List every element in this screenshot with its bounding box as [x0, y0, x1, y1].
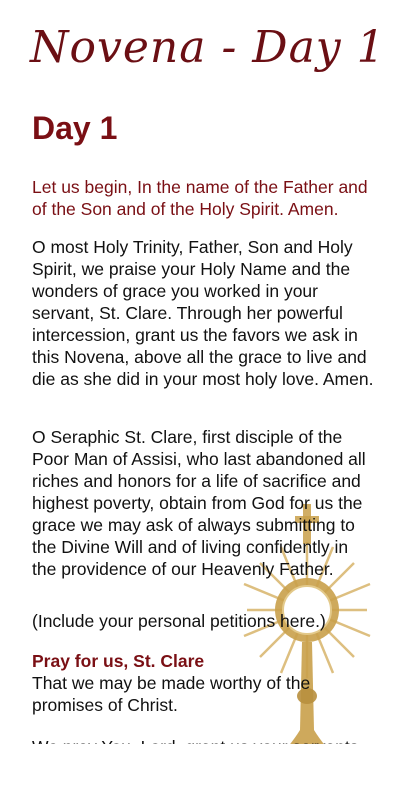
pray-for-us-label: Pray for us, St. Clare [32, 651, 205, 671]
page-title: Novena - Day 1 [30, 22, 386, 73]
opening-prayer: Let us begin, In the name of the Father and of the Son and of the Holy Spirit. Amen. [32, 177, 368, 219]
app-header [0, 0, 402, 92]
pray-for-us-response: That we may be made worthy of the promises of Christ. [32, 673, 311, 715]
prayer-paragraph-st-clare: O Seraphic St. Clare, first disciple of the Poor Man of Assisi, who last abandoned all riches and honors for a life of sacrifice and highest poverty, obtain from God for us the grace we may ask of always submitting to the Divine Will and of living confidently in the providence of our Heavenly Father. [32, 427, 366, 579]
prayer-paragraph-trinity: O most Holy Trinity, Father, Son and Holy Spirit, we praise your Holy Name and the wonders of grace you worked in your servant, St. Clare. Through her powerful intercession, grant us the favors we ask in this Novena, above all the grace to live and die as she did in your most holy love. Amen. [32, 237, 374, 389]
novena-content[interactable] [0, 92, 402, 744]
petitions-note: (Include your personal petitions here.) [32, 611, 326, 631]
bottom-spacer [0, 744, 402, 800]
pray-for-us-block [32, 650, 377, 716]
day-heading: Day 1 [32, 110, 118, 146]
